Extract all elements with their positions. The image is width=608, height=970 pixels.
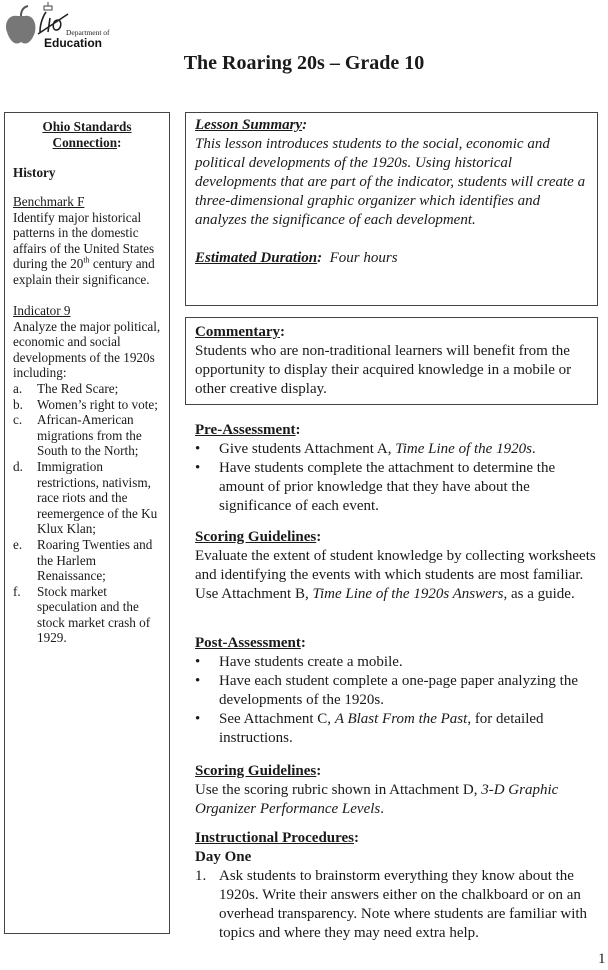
superscript: th xyxy=(83,255,90,265)
item-text: African-American migrations from the South to the North; xyxy=(37,412,142,459)
bullet-icon: • xyxy=(195,441,201,457)
item-letter: f. xyxy=(13,583,21,599)
scoring-text: Use the scoring rubric shown in Attachment D, xyxy=(195,782,482,798)
page-title: The Roaring 20s – Grade 10 xyxy=(183,52,425,74)
indicator-list-item xyxy=(13,459,165,537)
commentary-text: Students who are non-traditional learners will benefit from the opportunity to display their acquired knowledge in a mobile or other creative display. xyxy=(195,343,572,397)
colon: : xyxy=(354,830,360,846)
commentary-heading: Commentary xyxy=(195,324,280,340)
commentary xyxy=(195,323,593,399)
duration-label: Estimated Duration xyxy=(195,250,318,266)
list-item xyxy=(195,440,600,459)
benchmark-text-pre: Identify major historical patterns in the domestic affairs of the United States during the 20 xyxy=(13,209,155,272)
pre-assessment-heading: Pre-Assessment xyxy=(195,422,296,438)
bullet-icon: • xyxy=(195,711,201,727)
lesson-summary xyxy=(195,116,593,268)
item-letter: a. xyxy=(13,380,23,396)
svg-text:Department of: Department of xyxy=(66,28,110,37)
scoring-guidelines-1 xyxy=(195,528,600,604)
bullet-icon: • xyxy=(195,673,201,689)
item-text: , for detailed instructions. xyxy=(219,711,544,746)
indicator-list-item xyxy=(13,584,165,646)
indicator-list-item xyxy=(13,381,165,397)
colon: : xyxy=(295,422,301,438)
scoring-heading: Scoring Guidelines xyxy=(195,763,317,779)
bullet-icon: • xyxy=(195,460,201,476)
post-assessment-heading: Post-Assessment xyxy=(195,635,301,651)
colon: : xyxy=(279,324,285,340)
lesson-summary-heading: Lesson Summary xyxy=(195,117,303,133)
list-item xyxy=(195,710,600,748)
day-heading: Day One xyxy=(195,849,252,865)
item-text: Have each student complete a one-page paper analyzing the developments of the 1920s. xyxy=(219,673,578,708)
attachment-title: 3-D Graphic Organizer Performance Levels xyxy=(195,782,559,817)
item-letter: d. xyxy=(13,458,23,474)
list-item xyxy=(195,459,600,516)
indicator-section xyxy=(13,303,165,646)
duration-value: Four hours xyxy=(329,250,398,266)
standards-heading-line1: Ohio Standards xyxy=(42,119,132,134)
benchmark-text-post: century and explain their significance. xyxy=(13,256,155,287)
standards-heading-line2: Connection xyxy=(52,134,118,150)
ohio-education-logo xyxy=(4,2,116,48)
item-letter: e. xyxy=(13,536,23,552)
post-assessment xyxy=(195,634,600,748)
procedure-step xyxy=(195,867,600,943)
svg-text:Education: Education xyxy=(44,36,103,48)
item-text: Roaring Twenties and the Harlem Renaissance; xyxy=(37,536,153,584)
item-text: Stock market speculation and the stock market crash of 1929. xyxy=(37,583,151,646)
indicator-list-item xyxy=(13,397,165,413)
procedures-heading: Instructional Procedures xyxy=(195,830,355,846)
colon: : xyxy=(317,250,323,266)
scoring-text: Evaluate the extent of student knowledge by collecting worksheets and identifying the events with which students are most familiar. Use Attachment B, xyxy=(195,548,596,602)
indicator-list-item xyxy=(13,412,165,459)
scoring-heading: Scoring Guidelines xyxy=(195,529,317,545)
indicator-label: Indicator 9 xyxy=(13,303,71,318)
scoring-guidelines-2 xyxy=(195,762,600,819)
item-text: Have students create a mobile. xyxy=(219,654,403,670)
indicator-text: Analyze the major political, economic and social developments of the 1920s including: xyxy=(13,318,161,381)
item-text: The Red Scare; xyxy=(37,380,119,396)
colon: : xyxy=(302,117,308,133)
scoring-text: , as a guide. xyxy=(503,586,575,602)
colon: : xyxy=(300,635,306,651)
item-letter: b. xyxy=(13,396,23,412)
lesson-summary-text: This lesson introduces students to the social, economic and political developments of the 1920s. Using historical developments that are part of the indicator, students will create a three-dimensional graphic organizer which identifies and analyzes the significance of each development. xyxy=(195,136,586,228)
scoring-text: . xyxy=(380,801,384,817)
step-number: 1. xyxy=(195,868,207,884)
attachment-title: A Blast From the Past xyxy=(334,711,468,727)
colon: : xyxy=(316,529,322,545)
pre-assessment xyxy=(195,421,600,516)
item-text: Women’s right to vote; xyxy=(37,396,158,412)
list-item xyxy=(195,672,600,710)
instructional-procedures xyxy=(195,829,600,943)
colon: : xyxy=(316,763,322,779)
attachment-title: Time Line of the 1920s Answers xyxy=(312,586,504,602)
subject-label: History xyxy=(13,165,56,180)
item-text: Immigration restrictions, nativism, race riots and the reemergence of the Ku Klux Klan; xyxy=(37,458,158,537)
item-text: See Attachment C, xyxy=(219,711,335,727)
item-text: Have students complete the attachment to determine the amount of prior knowledge that they have about the significance of each event. xyxy=(219,460,556,514)
standards-heading xyxy=(4,119,170,150)
step-text: Ask students to brainstorm everything they know about the 1920s. Write their answers either on the chalkboard or on an overhead transparency. Note where students are familiar with topics and where they may need extra help. xyxy=(219,868,588,941)
item-title: Time Line of the 1920s xyxy=(395,441,532,457)
page-number: 1 xyxy=(598,951,606,967)
item-letter: c. xyxy=(13,412,23,428)
benchmark-section xyxy=(13,194,165,288)
item-text: Give students Attachment A, xyxy=(219,441,396,457)
benchmark-label: Benchmark F xyxy=(13,194,85,209)
benchmark-text xyxy=(13,210,165,288)
item-text: . xyxy=(531,441,536,457)
bullet-icon: • xyxy=(195,654,201,670)
list-item xyxy=(195,653,600,672)
colon: : xyxy=(117,134,122,150)
indicator-list xyxy=(13,381,165,646)
indicator-list-item xyxy=(13,537,165,584)
